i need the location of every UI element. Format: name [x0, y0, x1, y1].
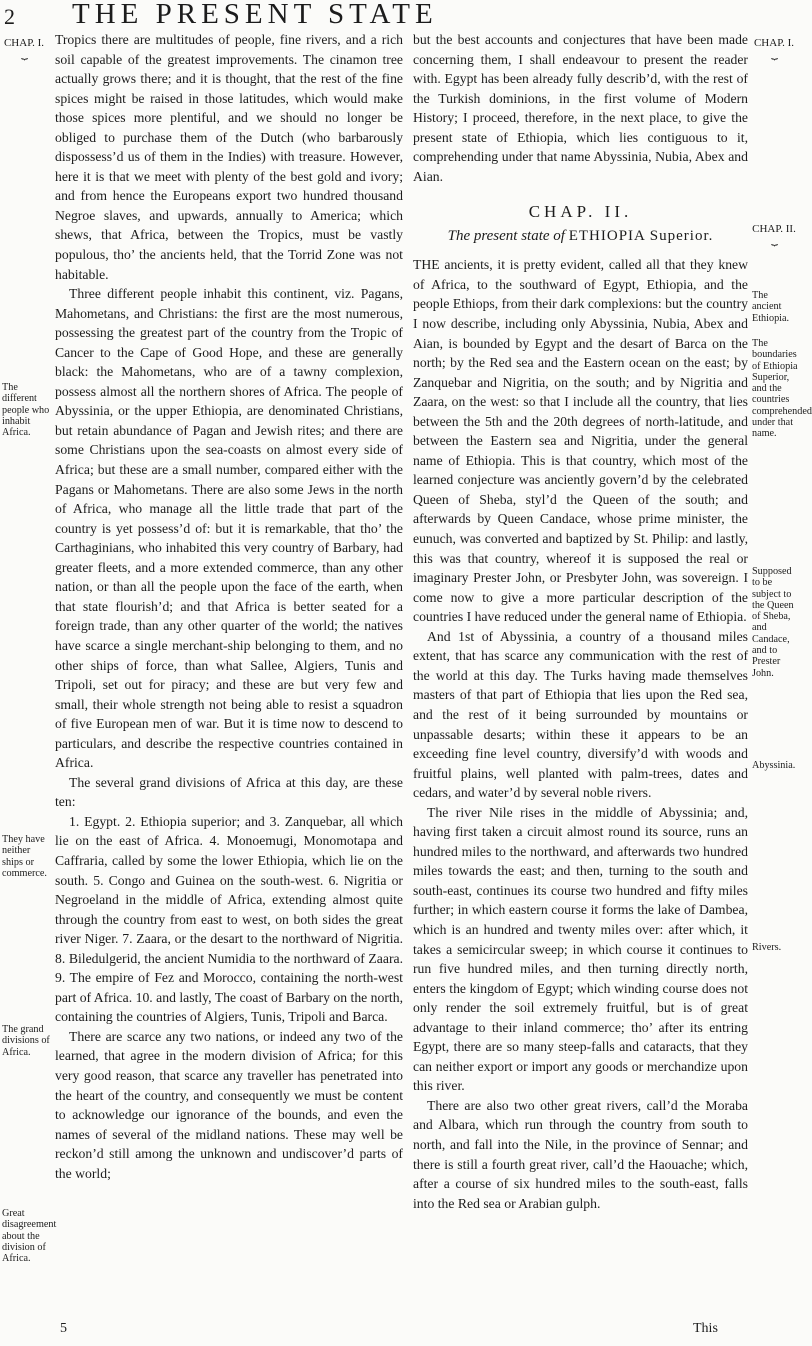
chapter-title-roman: ETHIOPIA Superior.: [568, 228, 714, 245]
paragraph: The river Nile rises in the middle of Abyssinia; and, having first taken a circuit almost round its source, runs an hundred miles to the northward, and afterwards two hundred miles towards the east; and then, turning to the south and south-east, continues its course two hundred and fifty miles further; in which eastern course it forms the lake of Dambea, which is an hundred and twenty miles over: after which, it takes a semicircular sweep; in which course it continues to run five hundred miles, and then turning directly north, enters the kingdom of Egypt; which winding course does not only render the soil extremely fruitful, but is of great advantage to their inland commerce; tho’ after its entring Egypt, there are so many steep-falls and cataracts, that they can neither export or import any goods or merchandize upon this river.: [413, 804, 748, 1094]
chapter-title-italic: The present state of: [447, 228, 565, 245]
paragraph: 1. Egypt. 2. Ethiopia superior; and 3. Zanquebar, all which lie on the east of Africa. 4. Monoemugi, Monomotapa and Caffraria, called by some the lower Ethiopia, which lie on the south. 5. Congo and Guinea on the south-west. 6. Nigritia or Negroeland in the middle of Africa, extending almost quite through the country from east to west, on both sides the great river Niger. 7. Zaara, or the desart to the northward of Nigritia. 8. Biledulgerid, the ancient Numidia to the northward of Zaara. 9. The empire of Fez and Morocco, containing the north-west part of Africa. 10. and lastly, The coast of Barbary on the north, containing the countries of Algiers, Tunis, Tripoli and Barca.: [55, 813, 403, 1025]
paragraph: And 1st of Abyssinia, a country of a thousand miles extent, that has scarce any communication with the rest of the world at this day. The Turks having made themselves masters of that part of Ethiopia that lies upon the Red sea, and the rest of it being surrounded by mountains or unpassable desarts; within these it appears to be an exceeding fine level country, diversify’d with woods and fruitful plains, well planted with palm-trees, dates and cedars, and water’d by several noble rivers.: [413, 628, 748, 801]
page-number: 2: [4, 4, 15, 29]
margin-note: Great disagreement about the division of Africa.: [2, 1208, 57, 1265]
brace-ornament: ⏟: [771, 233, 777, 246]
chapter-label: CHAP. I.: [3, 37, 45, 49]
right-column: [413, 30, 748, 1213]
paragraph: Three different people inhabit this continent, viz. Pagans, Mahometans, and Christians: the first are the most numerous, possessing the greatest part of the country from the Tropic of Cancer to the Cape of Good Hope, and these are generally black: the Mahometans, who are of a tawny complexion, possess almost all the northern shores of Africa. The people of Abyssinia, or the upper Ethiopia, are denominated Christians, but retain abundance of Pagan and Jewish rites; and there are some Christians upon the sea-coasts on almost every side of Africa; but these are a small number, compared either with the Pagans or Mahometans. There are also some Jews in the north of Africa, who manage all the little trade that part of the country is yet possess’d of: but it is remarkable, that tho’ the Carthaginians, who inhabited this very country of Barbary, had greater fleets, and a more extended commerce, than any other nation, or than all the people upon the face of the earth, when that state flourish’d; and that Africa is better seated for a foreign trade, than any other quarter of the world; the natives have scarce a single merchant-ship belonging to them, and no other ships of force, than what Sallee, Algiers, Tunis and Tripoli, set out for piracy; and these are but very few and small, their whole strength not being able to resist a squadron of five European men of war. But it is time now to descend to particulars, and describe the respective countries contained in Africa.: [55, 286, 403, 771]
catchword: This: [693, 1321, 718, 1336]
margin-note: The grand divisions of Africa.: [2, 1024, 50, 1058]
paragraph: The several grand divisions of Africa at this day, are these ten:: [55, 774, 403, 810]
chapter-heading: CHAP. II.: [528, 202, 633, 222]
margin-note: Abyssinia.: [752, 760, 796, 771]
margin-note: The different people who inhabit Africa.: [2, 382, 50, 439]
margin-note: Supposed to be subject to the Queen of Sheba, and Candace, and to Prester John.: [752, 566, 794, 679]
chapter-label: CHAP. I.: [753, 37, 795, 49]
chapter-title: [413, 228, 748, 245]
left-column: [55, 30, 403, 1183]
chapter-label: CHAP. II.: [752, 223, 796, 235]
margin-note: The ancient Ethiopia.: [752, 290, 790, 324]
margin-note: The boundaries of Ethiopia Superior, and the countries comprehended under that name.: [752, 338, 812, 440]
brace-ornament: ⏟: [771, 47, 777, 60]
paragraph: There are also two other great rivers, call’d the Moraba and Albara, which run through the country from south to north, and fall into the Nile, in the province of Sennar; and there is still a fourth great river, call’d the Haouache; which, after a course of six hundred miles to the south-east, falls into the Red sea or Arabian gulph.: [413, 1097, 748, 1211]
paragraph: THE ancients, it is pretty evident, called all that they knew of Africa, to the southward of Egypt, Ethiopia, and the people Ethiops, from their dark complexions: but the country I now describe, including only Abyssinia, Nubia, Abex and Aian, is bounded by Egypt and the desart of Barca on the north; by the Red sea and the Eastern ocean on the east; by Zanquebar and Nigritia, on the south; and by Nigritia and Zaara, on the west: so that I include all the country, that lies between the 5th and the 20th degrees of north-latitude, and between the Eastern sea and Nigritia, under the general name of Ethiopia. This is that country, which most of the learned conjecture was anciently govern’d by the celebrated Queen of Sheba, styl’d the Queen of the south; and afterwards by Queen Candace, whose prime minister, the eunuch, was converted and baptized by St. Philip: and lastly, this was that country, whereof it is supposed the real or imaginary Prester John, or Presbyter John, was sovereign. I come now to give a more particular description of the countries I have reduced under the general name of Ethiopia.: [413, 257, 748, 625]
chapter-marginal-right-2: [752, 224, 796, 244]
chapter-marginal-left: [2, 38, 46, 58]
margin-note: They have neither ships or commerce.: [2, 834, 47, 879]
running-head: THE PRESENT STATE: [72, 0, 438, 30]
margin-note: Rivers.: [752, 942, 782, 953]
chapter-marginal-right: [752, 38, 796, 58]
paragraph: Tropics there are multitudes of people, fine rivers, and a rich soil capable of the greatest improvements. The cinamon tree actually grows there; and it is thought, that the rest of the fine spices might be raised in those latitudes, which would make those spices more plentiful, and we should no longer be obliged to purchase them of the Dutch (who barbarously dispossess’d us of them in the Indies) with treasure. However, here it is that we meet with plenty of the best gold and ivory; and from hence the Europeans export two hundred thousand Negroe slaves, and upwards, annually to America; which shews, that Africa, between the Tropics, must be vastly populous, tho’ the ancients held, that the Torrid Zone was not habitable.: [55, 32, 403, 282]
brace-ornament: ⏟: [21, 47, 27, 60]
paragraph: but the best accounts and conjectures that have been made concerning them, I shall endeavour to present the reader with. Egypt has been already fully describ’d, with the rest of the Turkish dominions, in the first volume of Modern History; I proceed, therefore, in the next place, to give the present state of Ethiopia, which lies contiguous to it, comprehending under that name Abyssinia, Nubia, Abex and Aian.: [413, 32, 748, 184]
signature-mark: 5: [60, 1321, 67, 1336]
paragraph: There are scarce any two nations, or indeed any two of the learned, that agree in the modern division of Africa; for this very good reason, that scarce any traveller has penetrated into the heart of the country, and consequently we must be content to acknowledge our ignorance of the bounds, and even the names of several of the midland nations. These may well be reckon’d still among the unknown and undiscover’d parts of the world;: [55, 1028, 403, 1181]
